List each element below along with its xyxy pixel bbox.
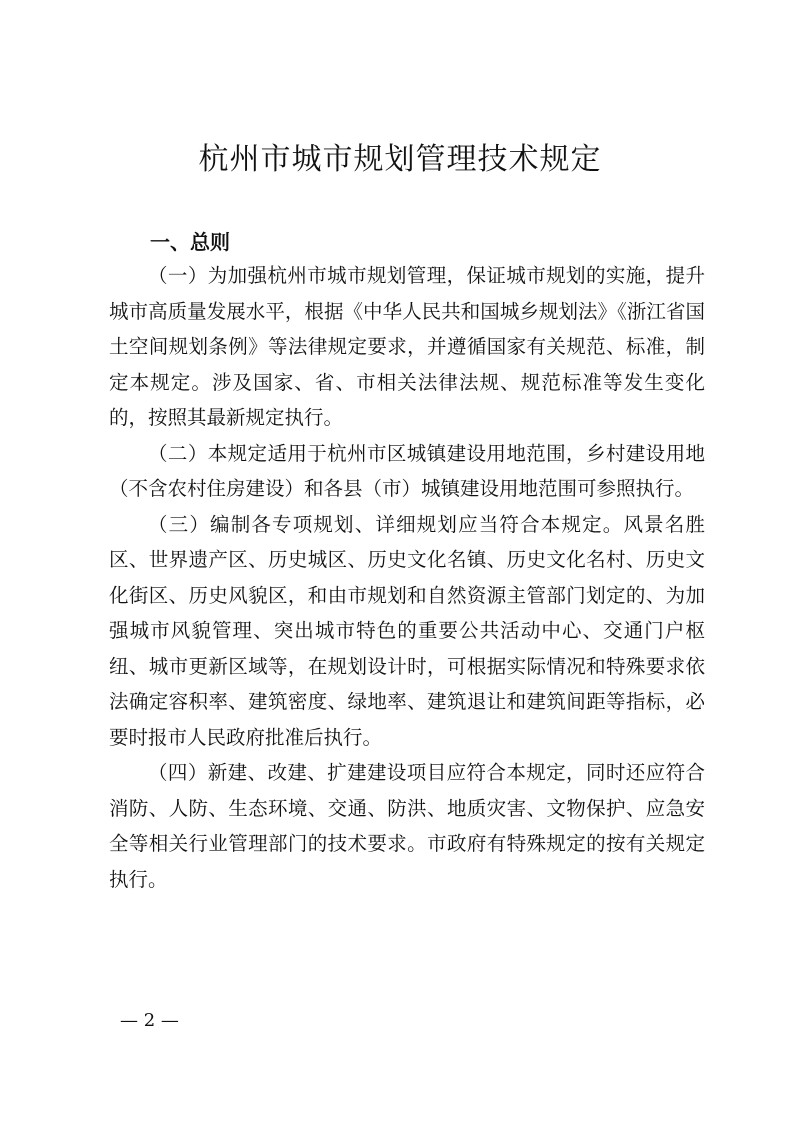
paragraph-2: （二）本规定适用于杭州市区城镇建设用地范围，乡村建设用地（不含农村住房建设）和各县（市）城镇建设用地范围可参照执行。 [109, 441, 705, 500]
paragraph-1: （一）为加强杭州市城市规划管理，保证城市规划的实施，提升城市高质量发展水平，根据《中华人民共和国城乡规划法》《浙江省国土空间规划条例》等法律规定要求，并遵循国家有关规范、标准，制定本规定。涉及国家、省、市相关法律法规、规范标准等发生变化的，按照其最新规定执行。 [109, 264, 705, 429]
paragraph-4: （四）新建、改建、扩建建设项目应符合本规定，同时还应符合消防、人防、生态环境、交通、防洪、地质灾害、文物保护、应急安全等相关行业管理部门的技术要求。市政府有特殊规定的按有关规定执行。 [109, 761, 705, 891]
section-heading: 一、总则 [150, 230, 230, 254]
document-title: 杭州市城市规划管理技术规定 [198, 142, 602, 177]
paragraph-3: （三）编制各专项规划、详细规划应当符合本规定。风景名胜区、世界遗产区、历史城区、历史文化名镇、历史文化名村、历史文化街区、历史风貌区，和由市规划和自然资源主管部门划定的、为加强城市风貌管理、突出城市特色的重要公共活动中心、交通门户枢纽、城市更新区域等，在规划设计时，可根据实际情况和特殊要求依法确定容积率、建筑密度、绿地率、建筑退让和建筑间距等指标，必要时报市人民政府批准后执行。 [109, 512, 705, 749]
document-body [109, 258, 705, 897]
page-number: — 2 — [120, 1010, 179, 1031]
